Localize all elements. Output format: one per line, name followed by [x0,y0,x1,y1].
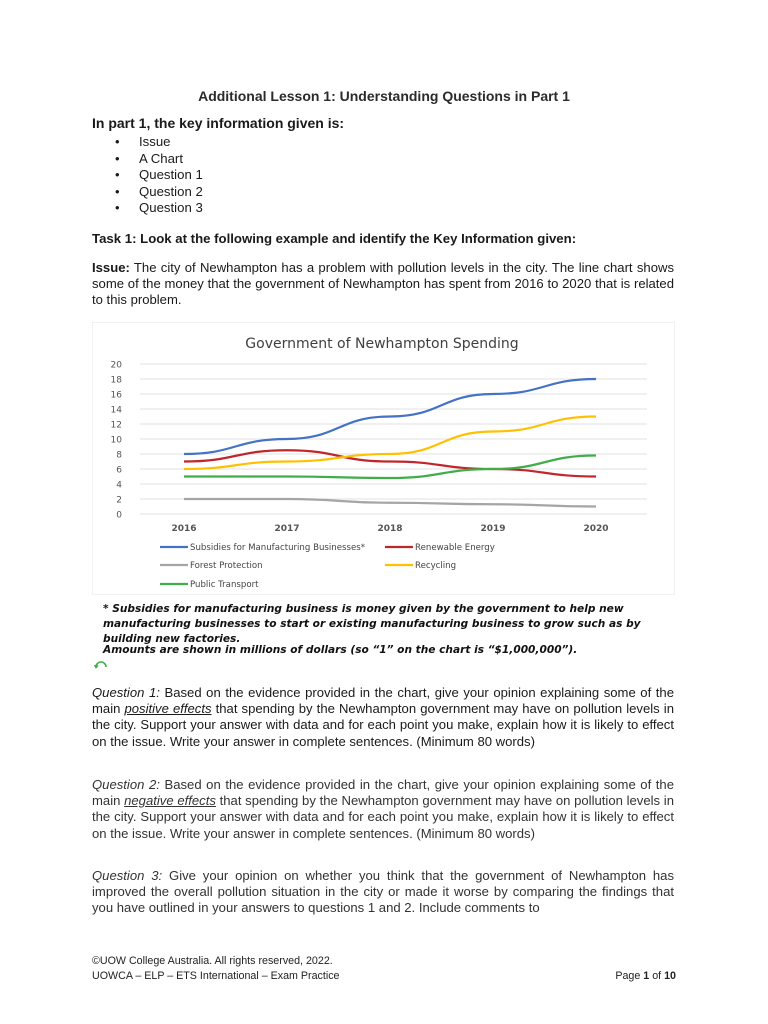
q2-text-a: Based on the evidence provided in the chart, give your opinion explaining some of the main [92,777,674,809]
list-item: • Issue [92,134,203,151]
y-tick-label: 10 [110,435,122,446]
list-item: • Question 3 [92,200,203,217]
list-item: • A Chart [92,151,203,168]
y-tick-label: 14 [110,405,122,416]
issue-label: Issue: [92,260,130,275]
q1-label: Question 1: [92,685,160,700]
y-tick-label: 16 [110,390,122,401]
list-item: • Question 2 [92,184,203,201]
q1-text-b: that spending by the Newhampton government may have on pollution levels in the city. Support your answer with data and for each point you make, explain how it is likely to effect on the issue. Write your answer in complete sentences. (Minimum 80 words) [92,701,674,749]
y-tick-label: 20 [110,360,122,371]
x-tick-label: 2018 [377,524,403,534]
y-tick-label: 12 [110,420,122,431]
amounts-note: Amounts are shown in millions of dollars (so “1” on the chart is “$1,000,000”). [103,644,578,656]
list-item: • Question 1 [92,167,203,184]
y-tick-label: 8 [116,450,122,461]
question-1 [92,685,674,750]
intro-heading: In part 1, the key information given is: [92,115,345,131]
x-tick-label: 2016 [171,524,197,534]
issue-text: The city of Newhampton has a problem with pollution levels in the city. The line chart shows some of the money that the government of Newhampton has spent from 2016 to 2020 that is related to this problem. [92,260,674,308]
legend-label: Renewable Energy [415,543,495,553]
q1-text-a: Based on the evidence provided in the chart, give your opinion explaining some of the main [92,685,674,717]
y-tick-label: 2 [116,495,122,506]
q2-text-b: that spending by the Newhampton government may have on pollution levels in the city. Support your answer with data and for each point you make, explain how it is likely to effect on the issue. Write your answer in complete sentences. (Minimum 80 words) [92,793,674,841]
question-2 [92,777,674,842]
of-word: of [652,970,662,982]
legend-label: Public Transport [190,580,259,590]
issue-paragraph [92,260,674,309]
x-tick-label: 2020 [583,524,609,534]
q2-label: Question 2: [92,777,160,792]
y-tick-label: 18 [110,375,122,386]
question-3 [92,868,674,917]
legend-label: Subsidies for Manufacturing Businesses* [190,543,366,553]
task-heading: Task 1: Look at the following example and identify the Key Information given: [92,231,577,246]
page-total: 10 [664,970,676,982]
y-tick-label: 0 [116,510,122,521]
q1-emphasis: positive effects [124,701,212,717]
key-info-list [92,134,203,217]
y-tick-label: 4 [116,480,122,491]
q3-label: Question 3: [92,868,163,883]
legend-label: Recycling [415,561,457,571]
x-tick-label: 2017 [274,524,300,534]
legend-label: Forest Protection [190,561,263,571]
chart-frame [92,322,675,595]
q3-text: Give your opinion on whether you think that the government of Newhampton has improved the overall pollution situation in the city or made it worse by comparing the findings that you have outlined in your answers to questions 1 and 2. Include comments to [92,868,674,916]
page-word: Page [615,970,641,982]
chart-footnote: * Subsidies for manufacturing business is money given by the government to help new manufacturing businesses to start or existing manufacturing business to grow such as by building new factories. [103,603,641,645]
chart-title: Government of Newhampton Spending [245,336,519,352]
x-tick-label: 2019 [480,524,506,534]
page-number [600,970,676,982]
page-title: Additional Lesson 1: Understanding Questions in Part 1 [198,88,570,104]
spending-chart [92,322,675,595]
y-tick-label: 6 [116,465,122,476]
q2-emphasis: negative effects [124,793,216,809]
footer-course: UOWCA – ELP – ETS International – Exam Practice [92,970,340,982]
page-current: 1 [643,970,650,982]
footer-copyright: ©UOW College Australia. All rights reserved, 2022. [92,955,333,967]
refresh-icon [93,658,109,670]
